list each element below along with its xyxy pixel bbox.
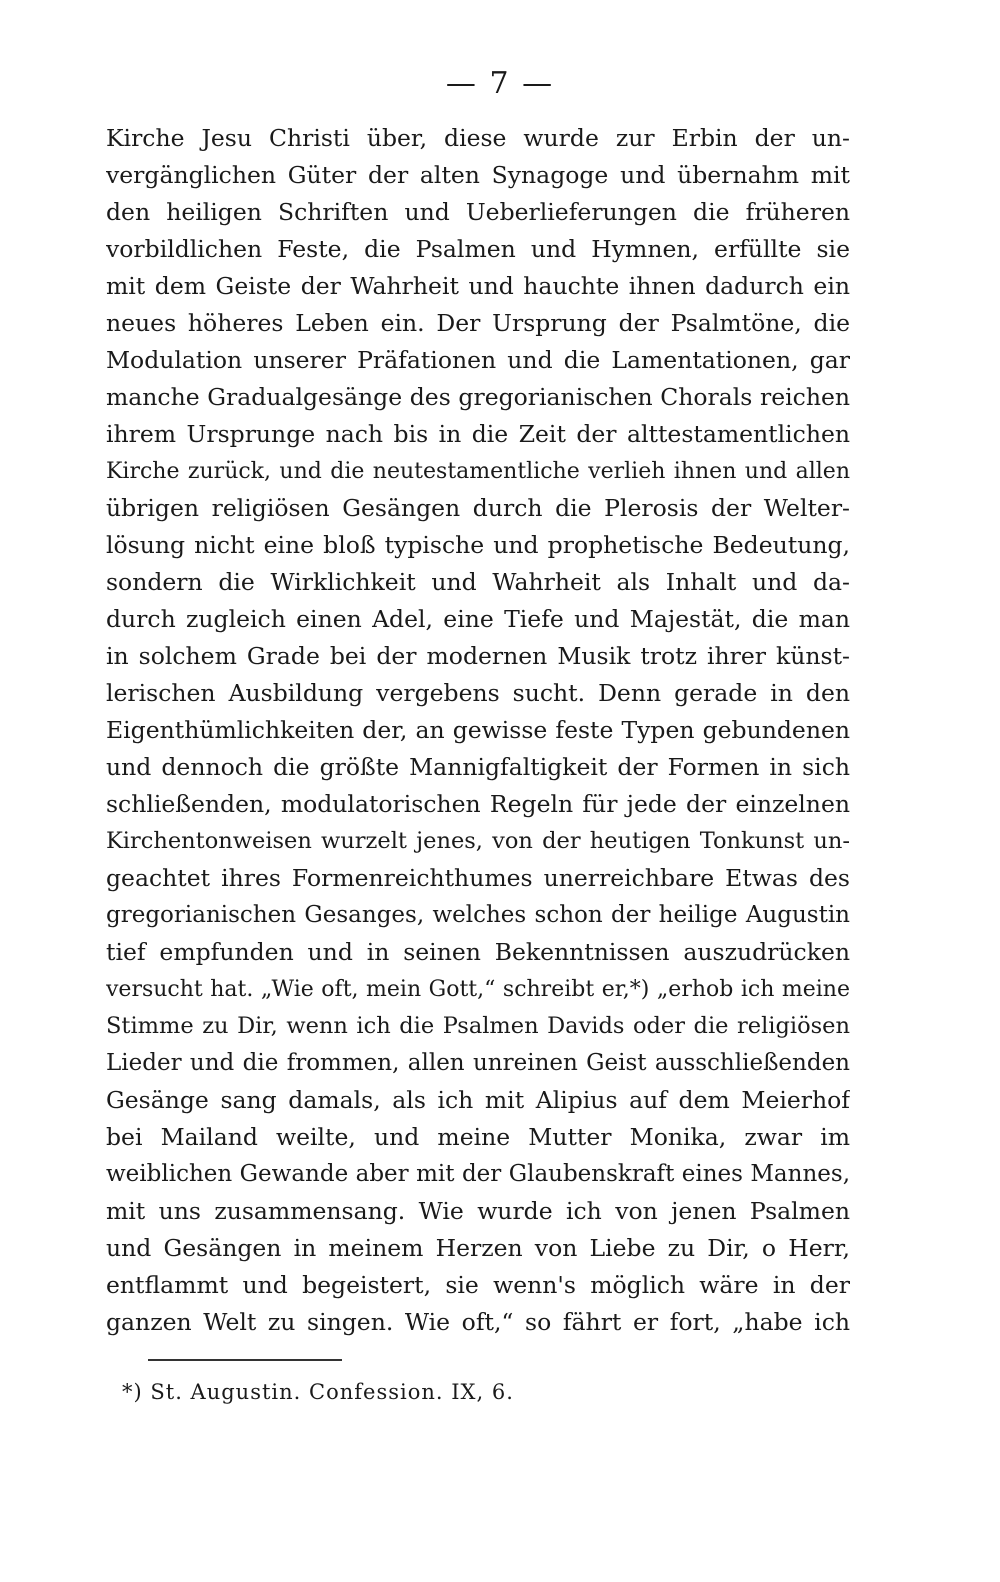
text-line: ganzen Welt zu singen. Wie oft,“ so fährt er fort, „habe ich [106, 1308, 850, 1336]
text-line: Stimme zu Dir, wenn ich die Psalmen Davids oder die religiösen [106, 1013, 850, 1039]
text-line: den heiligen Schriften und Ueberlieferungen die früheren [106, 198, 850, 226]
text-line: versucht hat. „Wie oft, mein Gott,“ schreibt er,*) „erhob ich meine [106, 977, 850, 1002]
text-line: Kirchentonweisen wurzelt jenes, von der heutigen Tonkunst un- [106, 828, 850, 854]
footnote: *) St. Augustin. Confession. IX, 6. [122, 1380, 514, 1404]
text-line: weiblichen Gewande aber mit der Glaubenskraft eines Mannes, [106, 1161, 850, 1187]
text-line: bei Mailand weilte, und meine Mutter Monika, zwar im [106, 1123, 850, 1151]
text-line: vergänglichen Güter der alten Synagoge und übernahm mit [106, 161, 850, 189]
text-line: manche Gradualgesänge des gregorianischen Chorals reichen [106, 383, 850, 411]
text-line: mit uns zusammensang. Wie wurde ich von jenen Psalmen [106, 1197, 850, 1225]
text-line: durch zugleich einen Adel, eine Tiefe und Majestät, die man [106, 605, 850, 633]
footnote-divider [148, 1359, 342, 1361]
text-line: ihrem Ursprunge nach bis in die Zeit der alttestamentlichen [106, 420, 850, 448]
text-line: Kirche zurück, und die neutestamentliche verlieh ihnen und allen [106, 459, 850, 484]
text-line: in solchem Grade bei der modernen Musik trotz ihrer künst- [106, 642, 850, 670]
text-line: übrigen religiösen Gesängen durch die Plerosis der Welter- [106, 494, 850, 522]
text-line: und Gesängen in meinem Herzen von Liebe zu Dir, o Herr, [106, 1234, 850, 1262]
text-line: mit dem Geiste der Wahrheit und hauchte ihnen dadurch ein [106, 272, 850, 300]
text-line: tief empfunden und in seinen Bekenntnissen auszudrücken [106, 938, 850, 966]
text-line: Modulation unserer Präfationen und die Lamentationen, gar [106, 346, 850, 374]
text-line: sondern die Wirklichkeit und Wahrheit als Inhalt und da- [106, 568, 850, 596]
text-line: neues höheres Leben ein. Der Ursprung der Psalmtöne, die [106, 309, 850, 337]
page-number: — 7 — [445, 66, 555, 101]
text-line: Eigenthümlichkeiten der, an gewisse feste Typen gebundenen [106, 716, 850, 744]
text-line: entflammt und begeistert, sie wenn's möglich wäre in der [106, 1271, 850, 1299]
text-line: gregorianischen Gesanges, welches schon der heilige Augustin [106, 902, 850, 928]
text-line: Lieder und die frommen, allen unreinen Geist ausschließenden [106, 1050, 850, 1076]
text-line: lösung nicht eine bloß typische und prophetische Bedeutung, [106, 531, 850, 559]
text-line: und dennoch die größte Mannigfaltigkeit der Formen in sich [106, 753, 850, 781]
text-line: schließenden, modulatorischen Regeln für jede der einzelnen [106, 790, 850, 818]
text-line: lerischen Ausbildung vergebens sucht. Denn gerade in den [106, 679, 850, 707]
text-line: geachtet ihres Formenreichthumes unerreichbare Etwas des [106, 864, 850, 892]
body-text [106, 120, 850, 1341]
text-line: Kirche Jesu Christi über, diese wurde zur Erbin der un- [106, 124, 850, 152]
text-line: Gesänge sang damals, als ich mit Alipius auf dem Meierhof [106, 1086, 850, 1114]
text-line: vorbildlichen Feste, die Psalmen und Hymnen, erfüllte sie [106, 235, 850, 263]
